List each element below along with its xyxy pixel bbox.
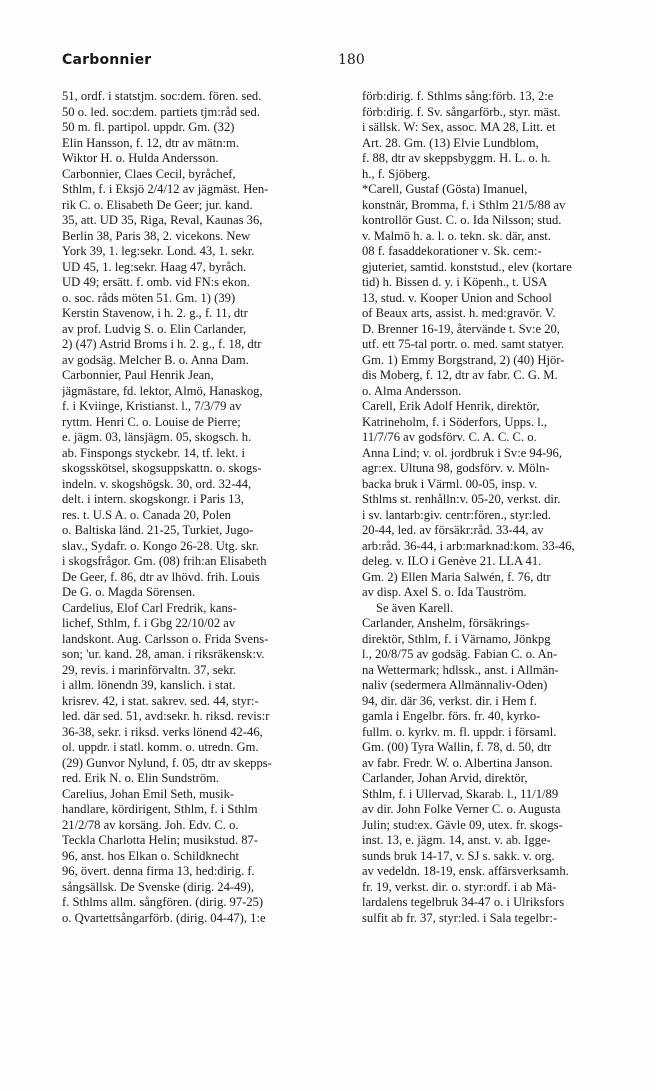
text-line: krisrev. 42, i stat. sakrev. sed. 44, styr:- [62, 693, 259, 708]
text-line: av godsäg. Melcher B. o. Anna Dam. [62, 352, 249, 367]
text-line: sångsällsk. De Svenske (dirig. 24-49), [62, 879, 255, 894]
text-line: fr. 19, verkst. dir. o. styr:ordf. i ab Mä- [362, 879, 557, 894]
running-head [62, 52, 598, 74]
text-line: v. Malmö h. a. l. o. tekn. sk. där, anst. [362, 228, 551, 243]
text-line: Kerstin Stavenow, i h. 2. g., f. 11, dtr [62, 306, 248, 320]
text-line: gjuteriet, samtid. konststud., elev (kortare [362, 259, 572, 274]
text-line: 21/2/78 av korsäng. Joh. Edv. C. o. [62, 817, 239, 832]
text-line: 08 f. fasaddekorationer v. Sk. cem:- [362, 244, 542, 258]
text-line: sulfit ab fr. 37, styr:led. i Sala tegelbr:- [362, 910, 558, 925]
text-line: Sthlms st. renhålln:v. 05-20, verkst. dir. [362, 492, 561, 506]
text-line: i sällsk. W: Sex, assoc. MA 28, Litt. et [362, 120, 556, 134]
text-line: 51, ordf. i statstjm. soc:dem. fören. sed. [62, 89, 262, 103]
text-line: handlare, kördirigent, Sthlm, f. i Sthlm [62, 802, 258, 816]
text-line: h., f. Sjöberg. [362, 166, 431, 181]
text-line: förb:dirig. f. Sthlms sång:förb. 13, 2:e [362, 89, 554, 103]
text-line: UD 49; ersätt. f. omb. vid FN:s ekon. [62, 275, 250, 289]
text-line: naliv (sedermera Allmännaliv-Oden) [362, 678, 548, 692]
text-line: De Geer, f. 86, dtr av lhövd. frih. Louis [62, 569, 260, 584]
text-line: of Beaux arts, assist. h. med:gravör. V. [362, 306, 556, 320]
text-line: son; 'ur. kand. 28, aman. i riksräkensk:v. [62, 647, 265, 661]
text-line: 35, att. UD 35, Riga, Reval, Kaunas 36, [62, 213, 263, 227]
text-line: slav., Sydafr. o. Kongo 26-28. Utg. skr. [62, 538, 259, 553]
text-line: Se även Karell. [376, 600, 454, 615]
text-line: jägmästare, fd. lektor, Almö, Hanaskog, [62, 383, 263, 398]
text-line: rik C. o. Elisabeth De Geer; jur. kand. [62, 197, 253, 212]
text-line: Elin Hansson, f. 12, dtr av mätn:m. [62, 135, 239, 150]
text-line: dis Moberg, f. 12, dtr av fabr. C. G. M. [362, 368, 558, 382]
text-line: Gm. 1) Emmy Borgstrand, 2) (40) Hjör- [362, 352, 565, 367]
text-line: backa bruk i Värml. 00-05, insp. v. [362, 476, 538, 491]
text-line: Anna Lind; v. ol. jordbruk i Sv:e 94-96, [362, 445, 562, 460]
text-line: Carell, Erik Adolf Henrik, direktör, [362, 399, 540, 413]
text-line: av prof. Ludvig S. o. Elin Carlander, [62, 321, 247, 336]
text-line: Carelius, Johan Emil Seth, musik- [62, 786, 235, 801]
text-line: deleg. v. ILO i Genève 21. LLA 41. [362, 554, 542, 568]
left-column [62, 89, 346, 926]
text-line: Katrineholm, f. i Söderfors, Upps. l., [362, 414, 548, 429]
text-line: lardalens tegelbruk 34-47 o. i Ulriksfors [362, 895, 565, 909]
text-line: landskont. Aug. Carlsson o. Frida Svens- [62, 631, 269, 646]
text-line: arb:råd. 36-44, i arb:marknad:kom. 33-46, [362, 538, 575, 553]
text-line: Sthlm, f. i Eksjö 2/4/12 av jägmäst. Hen- [62, 182, 269, 196]
text-line: sunds bruk 14-17, v. SJ s. sakk. v. org. [362, 848, 555, 863]
text-line: f. Sthlms allm. sångfören. (dirig. 97-25) [62, 895, 264, 909]
text-line: De G. o. Magda Sörensen. [62, 585, 196, 599]
text-line: Teckla Charlotta Helin; musikstud. 87- [62, 833, 259, 847]
text-line: o. Qvartettsångarförb. (dirig. 04-47), 1:e [62, 910, 266, 925]
running-head-surname: Carbonnier [62, 52, 152, 68]
text-line: av disp. Axel S. o. Ida Tauström. [362, 585, 527, 599]
text-line: 20-44, led. av försäkr:råd. 33-44, av [362, 523, 544, 537]
text-line: 96, övert. denna firma 13, hed:dirig. f. [62, 864, 255, 878]
text-line: Carlander, Johan Arvid, direktör, [362, 771, 528, 785]
text-line: e. jägm. 03, länsjägm. 05, skogsch. h. [62, 430, 252, 444]
text-line: ol. uppdr. i statl. komm. o. utredn. Gm. [62, 740, 259, 754]
text-line: av fabr. Fredr. W. o. Albertina Janson. [362, 755, 553, 770]
text-line: led. där sed. 51, avd:sekr. h. riksd. revis:r [62, 709, 270, 723]
text-line: f. i Kviinge, Kristianst. l., 7/3/79 av [62, 399, 242, 413]
text-line: Art. 28. Gm. (13) Elvie Lundblom, [362, 135, 539, 150]
text-line: inst. 13, e. jägm. 14, anst. v. ab. Igge- [362, 833, 551, 847]
text-line: fullm. o. kyrkv. m. fl. uppdr. i församl. [362, 724, 557, 739]
text-line: Wiktor H. o. Hulda Andersson. [62, 151, 219, 165]
text-line: skogsskötsel, skogsuppskattn. o. skogs- [62, 461, 262, 475]
text-line: Gm. (00) Tyra Wallin, f. 78, d. 50, dtr [362, 740, 552, 754]
text-line: f. 88, dtr av skeppsbyggm. H. L. o. h. [362, 151, 551, 165]
text-line: agr:ex. Ultuna 98, godsförv. v. Möln- [362, 461, 550, 475]
text-line: o. Alma Andersson. [362, 383, 462, 398]
text-line: o. Baltiska länd. 21-25, Turkiet, Jugo- [62, 523, 254, 537]
text-line: 13, stud. v. Kooper Union and School [362, 290, 552, 305]
text-line: 29, revis. i marinförvaltn. 37, sekr. [62, 662, 237, 677]
text-line: l., 20/8/75 av godsäg. Fabian C. o. An- [362, 647, 558, 661]
text-line: ab. Finspongs styckebr. 14, tf. lekt. i [62, 445, 245, 460]
text-line: konstnär, Bromma, f. i Sthlm 21/5/88 av [362, 197, 566, 212]
text-line: Berlin 38, Paris 38, 2. vicekons. New [62, 228, 251, 243]
text-line: Carbonnier, Paul Henrik Jean, [62, 368, 214, 382]
text-line: Julin; stud:ex. Gävle 09, utex. fr. skogs- [362, 817, 563, 832]
text-line: *Carell, Gustaf (Gösta) Imanuel, [362, 182, 528, 196]
right-column [362, 89, 646, 926]
text-line: utf. ett 75-tal portr. o. med. samt statyer. [362, 337, 565, 351]
page-number: 180 [338, 52, 365, 68]
text-line: 96, anst. hos Elkan o. Schildknecht [62, 848, 239, 863]
text-line: 36-38, sekr. i riksd. verks lönend 42-46, [62, 724, 263, 739]
text-line: 94, dir. där 36, verkst. dir. i Hem f. [362, 693, 537, 708]
text-line: (29) Gunvor Nylund, f. 05, dtr av skepps- [62, 755, 272, 770]
text-line: Carbonnier, Claes Cecil, byråchef, [62, 166, 236, 181]
text-line: av dir. John Folke Verner C. o. Augusta [362, 802, 561, 816]
text-line: o. soc. råds möten 51. Gm. 1) (39) [62, 290, 236, 305]
text-line: indeln. v. skogshögsk. 30, ord. 32-44, [62, 476, 252, 491]
text-line: red. Erik N. o. Elin Sundström. [62, 771, 220, 785]
text-line: York 39, 1. leg:sekr. Lond. 43, 1. sekr. [62, 244, 255, 258]
text-line: res. t. U.S A. o. Canada 20, Polen [62, 507, 231, 522]
text-line: Sthlm, f. i Ullervad, Skarab. l., 11/1/89 [362, 786, 559, 801]
text-line: 50 o. led. soc:dem. partiets tjm:råd sed. [62, 104, 260, 119]
text-line: D. Brenner 16-19, återvände t. Sv:e 20, [362, 321, 560, 336]
text-line: delt. i intern. skogskongr. i Paris 13, [62, 492, 244, 506]
text-line: av vedeldn. 18-19, ensk. affärsverksamh. [362, 864, 569, 878]
text-line: direktör, Sthlm, f. i Värnamo, Jönkpg [362, 631, 551, 646]
text-line: i skogsfrågor. Gm. (08) frih:an Elisabeth [62, 554, 267, 568]
text-line: na Wettermark; hdlssk., anst. i Allmän- [362, 662, 559, 677]
text-line: 50 m. fl. partipol. uppdr. Gm. (32) [62, 120, 235, 134]
text-line: förb:dirig. f. Sv. sångarförb., styr. mäst. [362, 104, 561, 119]
text-line: ryttm. Henri C. o. Louise de Pierre; [62, 414, 241, 429]
text-line: i sv. lantarb:giv. centr:fören., styr:led. [362, 507, 551, 522]
text-line: Gm. 2) Ellen Maria Salwén, f. 76, dtr [362, 569, 551, 584]
text-line: lichef, Sthlm, f. i Gbg 22/10/02 av [62, 616, 236, 630]
text-line: tid) h. Bissen d. y. i Köpenh., t. USA [362, 275, 548, 289]
text-line: i allm. lönendn 39, kanslich. i stat. [62, 678, 236, 692]
text-line: gamla i Engelbr. förs. fr. 40, kyrko- [362, 709, 541, 723]
text-line: kontrollör Gust. C. o. Ida Nilsson; stud. [362, 213, 562, 227]
text-line: Carlander, Anshelm, försäkrings- [362, 616, 530, 630]
text-line: UD 45, 1. leg:sekr. Haag 47, byråch. [62, 259, 247, 274]
text-line: Cardelius, Elof Carl Fredrik, kans- [62, 600, 237, 615]
text-line: 2) (47) Astrid Broms i h. 2. g., f. 18, dtr [62, 337, 262, 351]
text-line: 11/7/76 av godsförv. C. A. C. C. o. [362, 430, 537, 444]
